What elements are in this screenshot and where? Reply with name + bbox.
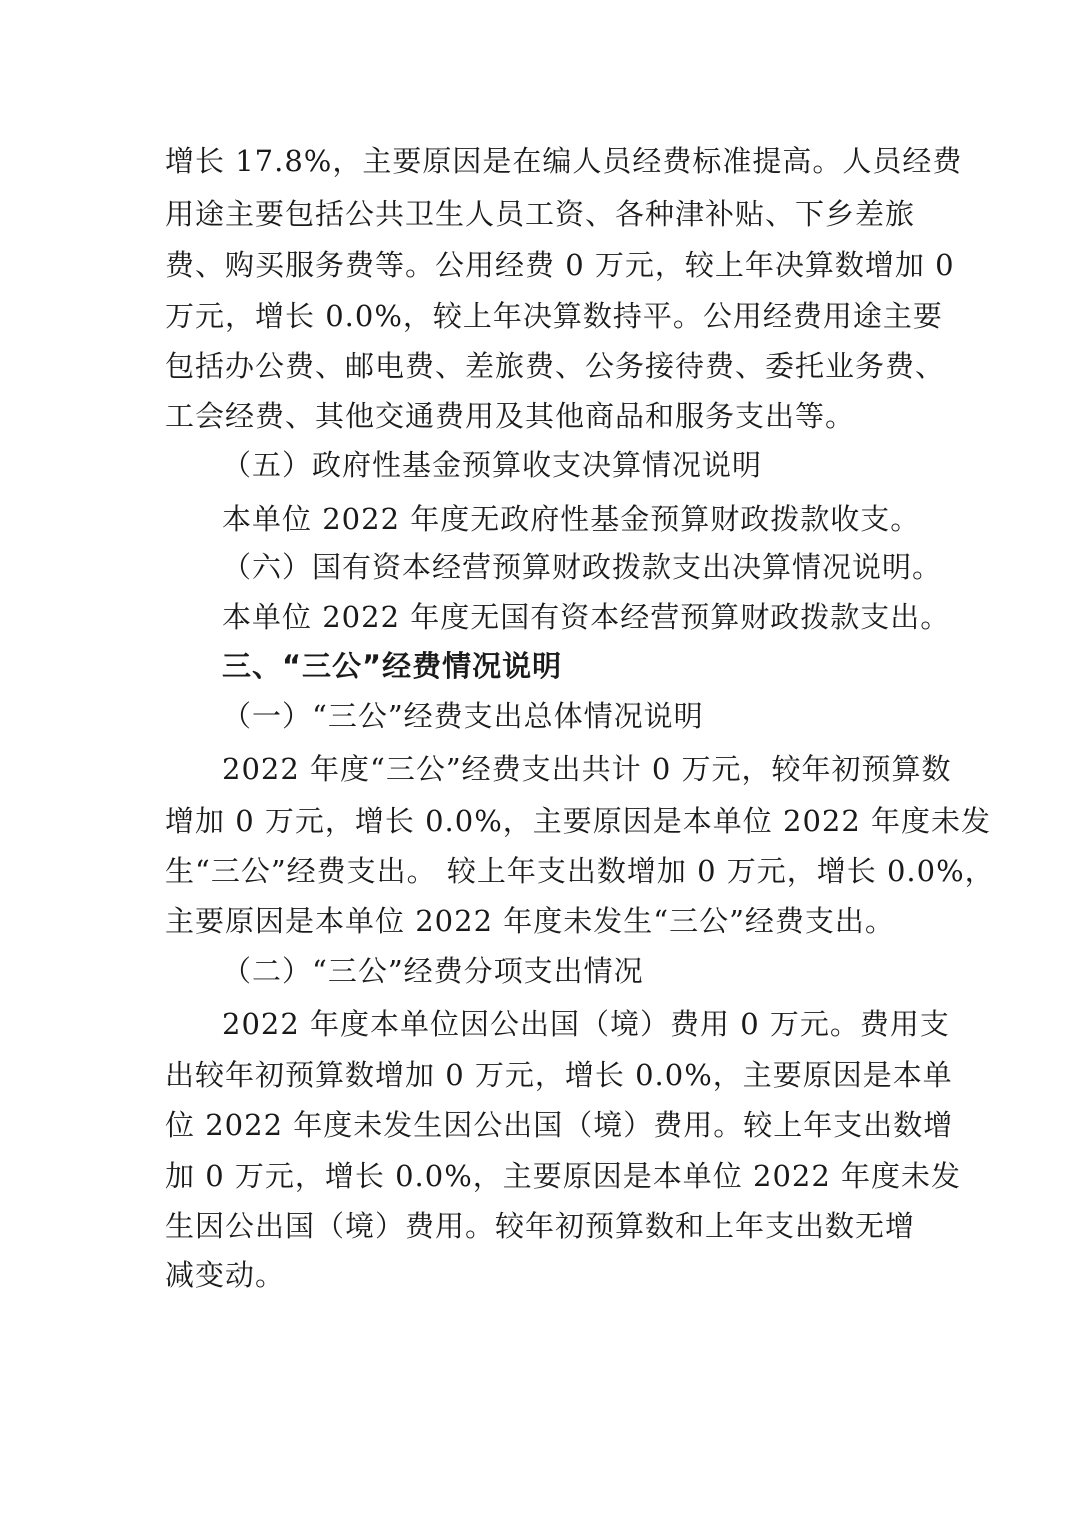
- subsection-heading-1: （一）“三公”经费支出总体情况说明: [222, 699, 704, 733]
- section-heading-5: （五）政府性基金预算收支决算情况说明: [222, 448, 763, 482]
- paragraph-line: 主要原因是本单位 2022 年度未发生“三公”经费支出。: [165, 904, 895, 938]
- paragraph-line: 工会经费、其他交通费用及其他商品和服务支出等。: [165, 399, 856, 433]
- paragraph-line: 万元，增长 0.0%，较上年决算数持平。公用经费用途主要: [165, 299, 943, 333]
- paragraph-line: 用途主要包括公共卫生人员工资、各种津补贴、下乡差旅: [165, 197, 916, 231]
- paragraph-line: 生“三公”经费支出。 较上年支出数增加 0 万元，增长 0.0%，: [165, 854, 995, 888]
- paragraph-line: 本单位 2022 年度无国有资本经营预算财政拨款支出。: [222, 600, 951, 634]
- paragraph-line: 本单位 2022 年度无政府性基金预算财政拨款收支。: [222, 502, 921, 536]
- paragraph-line: 2022 年度本单位因公出国（境）费用 0 万元。费用支: [222, 1007, 950, 1041]
- paragraph-line: 加 0 万元，增长 0.0%，主要原因是本单位 2022 年度未发: [165, 1159, 962, 1193]
- paragraph-line: 增加 0 万元，增长 0.0%，主要原因是本单位 2022 年度未发: [165, 804, 992, 838]
- paragraph-line: 生因公出国（境）费用。较年初预算数和上年支出数无增: [165, 1209, 916, 1243]
- subsection-heading-2: （二）“三公”经费分项支出情况: [222, 954, 644, 988]
- paragraph-line: 包括办公费、邮电费、差旅费、公务接待费、委托业务费、: [165, 349, 946, 383]
- paragraph-line: 位 2022 年度未发生因公出国（境）费用。较上年支出数增: [165, 1108, 954, 1142]
- section-heading-6: （六）国有资本经营预算财政拨款支出决算情况说明。: [222, 550, 943, 584]
- paragraph-line: 2022 年度“三公”经费支出共计 0 万元，较年初预算数: [222, 752, 952, 786]
- chapter-heading-3: 三、“三公”经费情况说明: [222, 649, 563, 683]
- paragraph-line: 增长 17.8%，主要原因是在编人员经费标准提高。人员经费: [165, 144, 963, 178]
- paragraph-line: 减变动。: [165, 1258, 286, 1292]
- paragraph-line: 费、购买服务费等。公用经费 0 万元，较上年决算数增加 0: [165, 248, 955, 282]
- paragraph-line: 出较年初预算数增加 0 万元，增长 0.0%，主要原因是本单: [165, 1058, 953, 1092]
